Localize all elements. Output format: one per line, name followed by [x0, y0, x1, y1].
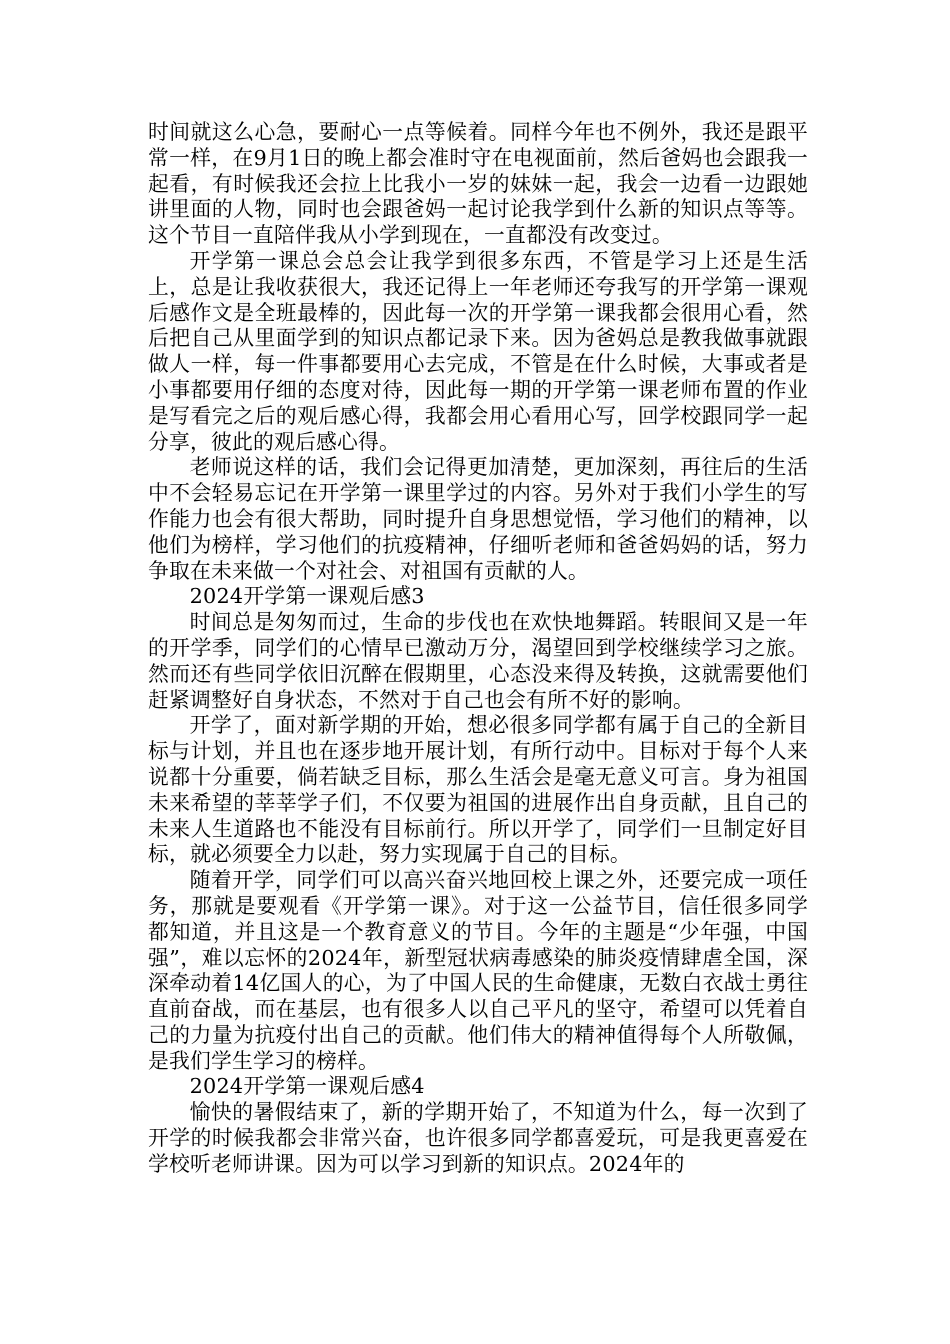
document-page [148, 120, 808, 1178]
paragraph: 老师说这样的话，我们会记得更加清楚，更加深刻，再往后的生活中不会轻易忘记在开学第一课里学过的内容。另外对于我们小学生的写作能力也会有很大帮助，同时提升自身思想觉悟，学习他们的精神，以他们为榜样，学习他们的抗疫精神，仔细听老师和爸爸妈妈的话，努力争取在未来做一个对社会、对祖国有贡献的人。 [148, 455, 808, 583]
paragraph: 愉快的暑假结束了，新的学期开始了，不知道为什么，每一次到了开学的时候我都会非常兴奋，也许很多同学都喜爱玩，可是我更喜爱在学校听老师讲课。因为可以学习到新的知识点。2024年的 [148, 1100, 808, 1176]
paragraph: 时间总是匆匆而过，生命的步伐也在欢快地舞蹈。转眼间又是一年的开学季，同学们的心情早已激动万分，渴望回到学校继续学习之旅。然而还有些同学依旧沉醉在假期里，心态没来得及转换，这就需要他们赶紧调整好自身状态，不然对于自己也会有所不好的影响。 [148, 610, 808, 712]
section-heading: 2024开学第一课观后感4 [189, 1074, 425, 1099]
section-heading: 2024开学第一课观后感3 [189, 584, 425, 609]
paragraph: 随着开学，同学们可以高兴奋兴地回校上课之外，还要完成一项任务，那就是要观看《开学第一课》。对于这一公益节目，信任很多同学都知道，并且这是一个教育意义的节目。今年的主题是“少年强，中国强”，难以忘怀的2024年，新型冠状病毒感染的肺炎疫情肆虐全国，深深牵动着14亿国人的心，为了中国人民的生命健康，无数白衣战士勇往直前奋战，而在基层，也有很多人以自己平凡的坚守，希望可以凭着自己的力量为抗疫付出自己的贡献。他们伟大的精神值得每个人所敬佩，是我们学生学习的榜样。 [148, 868, 808, 1073]
paragraph: 开学了，面对新学期的开始，想必很多同学都有属于自己的全新目标与计划，并且也在逐步地开展计划，有所行动中。目标对于每个人来说都十分重要，倘若缺乏目标，那么生活会是毫无意义可言。身为祖国未来希望的莘莘学子们，不仅要为祖国的进展作出自身贡献，且自己的未来人生道路也不能没有目标前行。所以开学了，同学们一旦制定好目标，就必须要全力以赴，努力实现属于自己的目标。 [148, 713, 808, 867]
paragraph: 时间就这么心急，要耐心一点等候着。同样今年也不例外，我还是跟平常一样，在9月1日的晚上都会准时守在电视面前，然后爸妈也会跟我一起看，有时候我还会拉上比我小一岁的妹妹一起，我会一边看一边跟她讲里面的人物，同时也会跟爸妈一起讨论我学到什么新的知识点等等。这个节目一直陪伴我从小学到现在，一直都没有改变过。 [148, 120, 808, 248]
paragraph: 开学第一课总会总会让我学到很多东西，不管是学习上还是生活上，总是让我收获很大，我还记得上一年老师还夸我写的开学第一课观后感作文是全班最棒的，因此每一次的开学第一课我都会很用心看，然后把自己从里面学到的知识点都记录下来。因为爸妈总是教我做事就跟做人一样，每一件事都要用心去完成，不管是在什么时候，大事或者是小事都要用仔细的态度对待，因此每一期的开学第一课老师布置的作业是写看完之后的观后感心得，我都会用心看用心写，回学校跟同学一起分享，彼此的观后感心得。 [148, 248, 808, 454]
